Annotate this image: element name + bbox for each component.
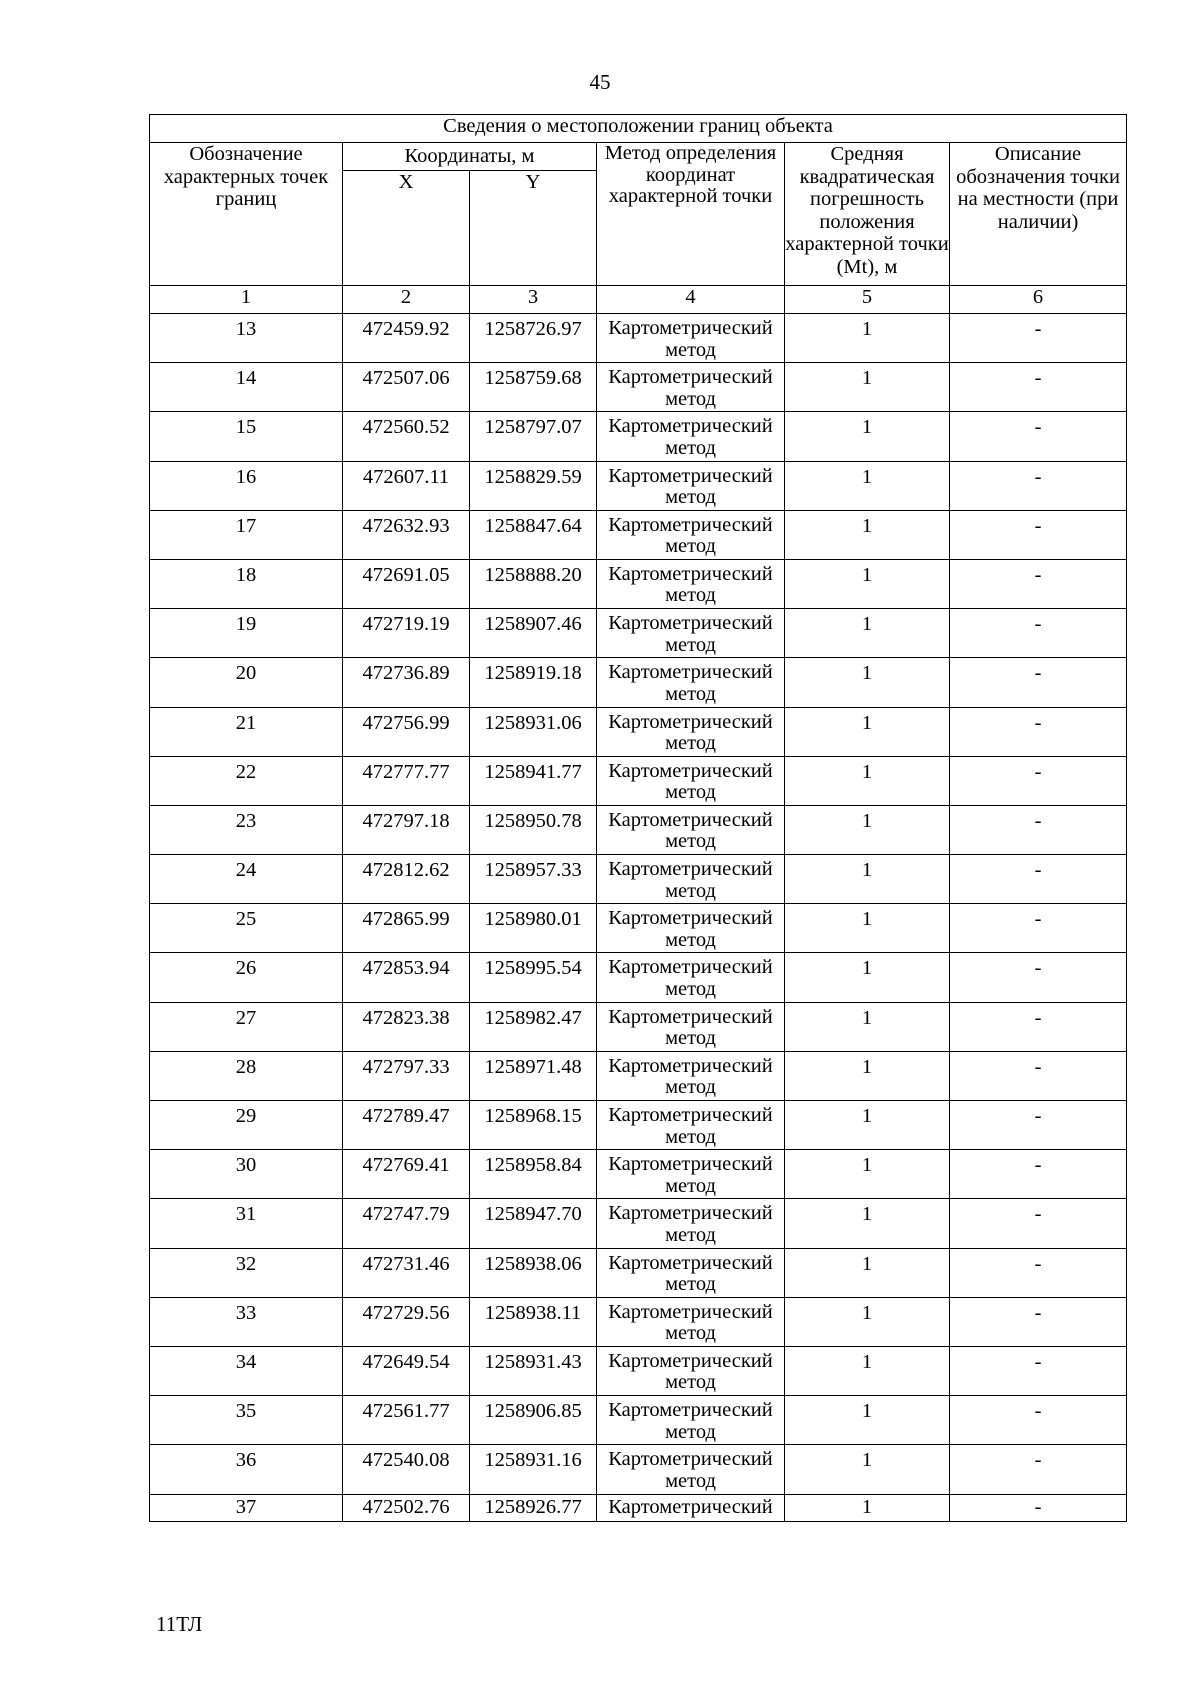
cell-method: Картометрический метод	[597, 412, 785, 461]
cell-error: 1	[785, 904, 950, 953]
table-row	[150, 412, 1127, 461]
cell-description: -	[950, 1051, 1127, 1100]
cell-error: 1	[785, 461, 950, 510]
cell-method: Картометрический метод	[597, 1051, 785, 1100]
cell-description: -	[950, 855, 1127, 904]
header-y: Y	[470, 171, 597, 286]
cell-x: 472719.19	[343, 609, 470, 658]
cell-y: 1258980.01	[470, 904, 597, 953]
cell-description: -	[950, 412, 1127, 461]
cell-y: 1258906.85	[470, 1396, 597, 1445]
cell-x: 472812.62	[343, 855, 470, 904]
cell-description: -	[950, 314, 1127, 363]
cell-x: 472797.33	[343, 1051, 470, 1100]
header-point-designation: Обозначение характерных точек границ	[150, 143, 343, 286]
header-error: Средняя квадратическая погрешность положения характерной точки (Mt), м	[785, 143, 950, 286]
cell-error: 1	[785, 707, 950, 756]
cell-description: -	[950, 658, 1127, 707]
cell-point: 31	[150, 1199, 343, 1248]
cell-y: 1258982.47	[470, 1002, 597, 1051]
boundary-coordinates-table	[149, 114, 1127, 1522]
cell-point: 34	[150, 1346, 343, 1395]
cell-description: -	[950, 756, 1127, 805]
cell-point: 13	[150, 314, 343, 363]
cell-error: 1	[785, 658, 950, 707]
cell-description: -	[950, 1445, 1127, 1494]
cell-point: 37	[150, 1494, 343, 1521]
cell-point: 16	[150, 461, 343, 510]
cell-x: 472691.05	[343, 559, 470, 608]
cell-method: Картометрический метод	[597, 461, 785, 510]
cell-y: 1258950.78	[470, 805, 597, 854]
cell-method: Картометрический метод	[597, 363, 785, 412]
cell-error: 1	[785, 953, 950, 1002]
cell-error: 1	[785, 1297, 950, 1346]
cell-y: 1258968.15	[470, 1101, 597, 1150]
cell-method: Картометрический метод	[597, 314, 785, 363]
table-row	[150, 461, 1127, 510]
cell-x: 472823.38	[343, 1002, 470, 1051]
cell-error: 1	[785, 1150, 950, 1199]
cell-y: 1258926.77	[470, 1494, 597, 1521]
cell-x: 472507.06	[343, 363, 470, 412]
cell-description: -	[950, 707, 1127, 756]
cell-point: 26	[150, 953, 343, 1002]
cell-x: 472797.18	[343, 805, 470, 854]
table-row	[150, 1150, 1127, 1199]
column-number: 2	[343, 286, 470, 314]
cell-x: 472777.77	[343, 756, 470, 805]
cell-error: 1	[785, 1199, 950, 1248]
page-number: 45	[589, 70, 611, 94]
header-row	[150, 143, 1127, 171]
cell-point: 14	[150, 363, 343, 412]
cell-description: -	[950, 1248, 1127, 1297]
table-row	[150, 609, 1127, 658]
cell-x: 472747.79	[343, 1199, 470, 1248]
cell-point: 29	[150, 1101, 343, 1150]
cell-description: -	[950, 904, 1127, 953]
cell-description: -	[950, 1297, 1127, 1346]
cell-point: 24	[150, 855, 343, 904]
column-number: 3	[470, 286, 597, 314]
cell-point: 32	[150, 1248, 343, 1297]
cell-point: 19	[150, 609, 343, 658]
cell-description: -	[950, 1101, 1127, 1150]
cell-method: Картометрический метод	[597, 904, 785, 953]
cell-error: 1	[785, 1101, 950, 1150]
cell-description: -	[950, 805, 1127, 854]
cell-x: 472561.77	[343, 1396, 470, 1445]
cell-method: Картометрический метод	[597, 1248, 785, 1297]
cell-description: -	[950, 953, 1127, 1002]
cell-method: Картометрический метод	[597, 658, 785, 707]
table-row	[150, 1297, 1127, 1346]
cell-error: 1	[785, 1051, 950, 1100]
column-number: 1	[150, 286, 343, 314]
cell-method: Картометрический метод	[597, 1002, 785, 1051]
table-row	[150, 1248, 1127, 1297]
cell-description: -	[950, 1150, 1127, 1199]
cell-description: -	[950, 363, 1127, 412]
cell-method: Картометрический метод	[597, 855, 785, 904]
table-title: Сведения о местоположении границ объекта	[150, 115, 1127, 143]
cell-error: 1	[785, 1248, 950, 1297]
cell-x: 472736.89	[343, 658, 470, 707]
cell-x: 472502.76	[343, 1494, 470, 1521]
cell-y: 1258726.97	[470, 314, 597, 363]
cell-y: 1258907.46	[470, 609, 597, 658]
cell-y: 1258919.18	[470, 658, 597, 707]
cell-error: 1	[785, 1346, 950, 1395]
cell-point: 23	[150, 805, 343, 854]
cell-y: 1258931.06	[470, 707, 597, 756]
cell-point: 25	[150, 904, 343, 953]
cell-method: Картометрический метод	[597, 707, 785, 756]
table-row	[150, 756, 1127, 805]
column-number: 4	[597, 286, 785, 314]
table-row	[150, 510, 1127, 559]
table-row	[150, 1199, 1127, 1248]
cell-point: 20	[150, 658, 343, 707]
cell-description: -	[950, 559, 1127, 608]
cell-error: 1	[785, 805, 950, 854]
cell-description: -	[950, 1199, 1127, 1248]
cell-point: 33	[150, 1297, 343, 1346]
cell-y: 1258797.07	[470, 412, 597, 461]
cell-y: 1258958.84	[470, 1150, 597, 1199]
cell-method: Картометрический метод	[597, 1150, 785, 1199]
cell-y: 1258931.16	[470, 1445, 597, 1494]
cell-x: 472459.92	[343, 314, 470, 363]
cell-point: 27	[150, 1002, 343, 1051]
cell-error: 1	[785, 609, 950, 658]
cell-error: 1	[785, 559, 950, 608]
cell-error: 1	[785, 756, 950, 805]
table-row	[150, 314, 1127, 363]
cell-error: 1	[785, 1396, 950, 1445]
cell-method: Картометрический	[597, 1494, 785, 1521]
cell-y: 1258941.77	[470, 756, 597, 805]
cell-point: 18	[150, 559, 343, 608]
cell-x: 472769.41	[343, 1150, 470, 1199]
table-row	[150, 1051, 1127, 1100]
cell-description: -	[950, 1346, 1127, 1395]
cell-method: Картометрический метод	[597, 609, 785, 658]
cell-y: 1258938.06	[470, 1248, 597, 1297]
cell-y: 1258847.64	[470, 510, 597, 559]
table-row	[150, 1002, 1127, 1051]
cell-x: 472540.08	[343, 1445, 470, 1494]
cell-method: Картометрический метод	[597, 1346, 785, 1395]
cell-y: 1258938.11	[470, 1297, 597, 1346]
table-row	[150, 707, 1127, 756]
table-row	[150, 805, 1127, 854]
table-row	[150, 1346, 1127, 1395]
header-description: Описание обозначения точки на местности (при наличии)	[950, 143, 1127, 286]
header-method: Метод определения координат характерной точки	[597, 143, 785, 286]
cell-y: 1258829.59	[470, 461, 597, 510]
table-row	[150, 1445, 1127, 1494]
cell-x: 472607.11	[343, 461, 470, 510]
cell-point: 28	[150, 1051, 343, 1100]
column-number: 5	[785, 286, 950, 314]
cell-description: -	[950, 1002, 1127, 1051]
cell-method: Картометрический метод	[597, 1445, 785, 1494]
cell-error: 1	[785, 1494, 950, 1521]
cell-y: 1258947.70	[470, 1199, 597, 1248]
cell-description: -	[950, 510, 1127, 559]
cell-x: 472865.99	[343, 904, 470, 953]
table-row	[150, 363, 1127, 412]
cell-point: 36	[150, 1445, 343, 1494]
cell-method: Картометрический метод	[597, 510, 785, 559]
cell-error: 1	[785, 363, 950, 412]
cell-x: 472632.93	[343, 510, 470, 559]
cell-method: Картометрический метод	[597, 953, 785, 1002]
header-x: X	[343, 171, 470, 286]
table-row	[150, 855, 1127, 904]
table-row	[150, 559, 1127, 608]
table-row	[150, 1101, 1127, 1150]
cell-y: 1258759.68	[470, 363, 597, 412]
cell-point: 21	[150, 707, 343, 756]
cell-point: 22	[150, 756, 343, 805]
cell-method: Картометрический метод	[597, 805, 785, 854]
cell-error: 1	[785, 510, 950, 559]
cell-error: 1	[785, 314, 950, 363]
table-title-row	[150, 115, 1127, 143]
cell-y: 1258888.20	[470, 559, 597, 608]
cell-x: 472649.54	[343, 1346, 470, 1395]
table-row	[150, 658, 1127, 707]
cell-description: -	[950, 1494, 1127, 1521]
sheet-code: 11ТЛ	[156, 1612, 203, 1636]
cell-point: 17	[150, 510, 343, 559]
table-row	[150, 1396, 1127, 1445]
cell-method: Картометрический метод	[597, 1101, 785, 1150]
cell-x: 472731.46	[343, 1248, 470, 1297]
table-row	[150, 1494, 1127, 1521]
header-coordinates: Координаты, м	[343, 143, 597, 171]
cell-x: 472560.52	[343, 412, 470, 461]
cell-y: 1258971.48	[470, 1051, 597, 1100]
cell-point: 35	[150, 1396, 343, 1445]
table-row	[150, 904, 1127, 953]
cell-description: -	[950, 461, 1127, 510]
cell-description: -	[950, 1396, 1127, 1445]
cell-point: 15	[150, 412, 343, 461]
cell-x: 472789.47	[343, 1101, 470, 1150]
cell-method: Картометрический метод	[597, 1297, 785, 1346]
cell-method: Картометрический метод	[597, 1396, 785, 1445]
table-row	[150, 953, 1127, 1002]
cell-method: Картометрический метод	[597, 1199, 785, 1248]
cell-y: 1258931.43	[470, 1346, 597, 1395]
column-number-row	[150, 286, 1127, 314]
cell-method: Картометрический метод	[597, 559, 785, 608]
cell-y: 1258995.54	[470, 953, 597, 1002]
column-number: 6	[950, 286, 1127, 314]
cell-error: 1	[785, 1445, 950, 1494]
cell-error: 1	[785, 855, 950, 904]
cell-x: 472853.94	[343, 953, 470, 1002]
cell-method: Картометрический метод	[597, 756, 785, 805]
cell-description: -	[950, 609, 1127, 658]
cell-point: 30	[150, 1150, 343, 1199]
cell-error: 1	[785, 1002, 950, 1051]
cell-error: 1	[785, 412, 950, 461]
cell-x: 472729.56	[343, 1297, 470, 1346]
cell-y: 1258957.33	[470, 855, 597, 904]
cell-x: 472756.99	[343, 707, 470, 756]
